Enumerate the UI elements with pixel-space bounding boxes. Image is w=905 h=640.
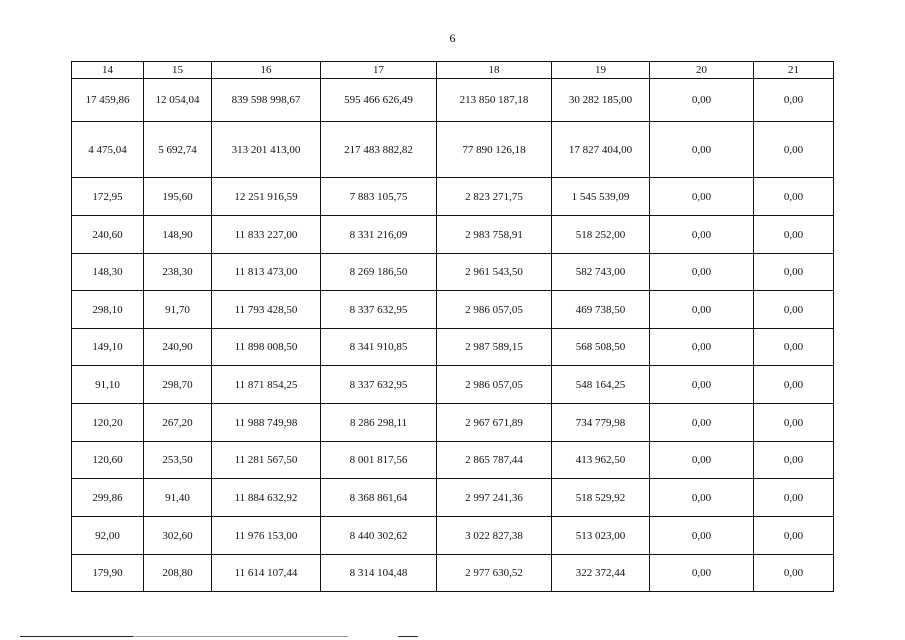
table-cell: 77 890 126,18 — [437, 122, 552, 178]
table-cell: 0,00 — [754, 178, 834, 216]
table-cell: 240,60 — [72, 216, 144, 254]
table-cell: 2 997 241,36 — [437, 479, 552, 517]
table-cell: 30 282 185,00 — [552, 79, 650, 122]
table-cell: 0,00 — [754, 122, 834, 178]
table-cell: 8 341 910,85 — [321, 329, 437, 366]
table-cell: 17 827 404,00 — [552, 122, 650, 178]
table-cell: 11 281 567,50 — [212, 442, 321, 479]
table-cell: 518 529,92 — [552, 479, 650, 517]
table-cell: 0,00 — [650, 79, 754, 122]
table-cell: 0,00 — [754, 555, 834, 592]
table-cell: 0,00 — [650, 254, 754, 291]
column-header: 21 — [754, 62, 834, 79]
table-cell: 0,00 — [650, 178, 754, 216]
column-header: 15 — [144, 62, 212, 79]
table-row — [72, 291, 834, 329]
table-cell: 299,86 — [72, 479, 144, 517]
table-cell: 12 251 916,59 — [212, 178, 321, 216]
table-cell: 2 987 589,15 — [437, 329, 552, 366]
table-cell: 582 743,00 — [552, 254, 650, 291]
table-cell: 11 898 008,50 — [212, 329, 321, 366]
table-cell: 2 967 671,89 — [437, 404, 552, 442]
table-cell: 839 598 998,67 — [212, 79, 321, 122]
table-cell: 0,00 — [650, 404, 754, 442]
table-cell: 11 871 854,25 — [212, 366, 321, 404]
table-cell: 208,80 — [144, 555, 212, 592]
table-cell: 0,00 — [754, 254, 834, 291]
table-cell: 734 779,98 — [552, 404, 650, 442]
table-cell: 8 440 302,62 — [321, 517, 437, 555]
table-cell: 0,00 — [754, 517, 834, 555]
table-cell: 217 483 882,82 — [321, 122, 437, 178]
table-cell: 267,20 — [144, 404, 212, 442]
column-header: 19 — [552, 62, 650, 79]
table-cell: 8 314 104,48 — [321, 555, 437, 592]
table-cell: 298,10 — [72, 291, 144, 329]
table-cell: 0,00 — [754, 329, 834, 366]
table-cell: 0,00 — [650, 329, 754, 366]
table-row — [72, 122, 834, 178]
table-cell: 2 983 758,91 — [437, 216, 552, 254]
table-cell: 513 023,00 — [552, 517, 650, 555]
table-cell: 0,00 — [754, 366, 834, 404]
column-header: 16 — [212, 62, 321, 79]
column-header: 20 — [650, 62, 754, 79]
table-row — [72, 517, 834, 555]
table-cell: 8 331 216,09 — [321, 216, 437, 254]
table-cell: 11 884 632,92 — [212, 479, 321, 517]
table-cell: 3 022 827,38 — [437, 517, 552, 555]
table-cell: 91,40 — [144, 479, 212, 517]
table-header-row — [72, 62, 834, 79]
page-number: 6 — [449, 31, 456, 45]
table-cell: 0,00 — [650, 122, 754, 178]
table-cell: 8 368 861,64 — [321, 479, 437, 517]
table-cell: 11 976 153,00 — [212, 517, 321, 555]
table-cell: 179,90 — [72, 555, 144, 592]
table-row — [72, 479, 834, 517]
table-cell: 8 286 298,11 — [321, 404, 437, 442]
table-cell: 148,90 — [144, 216, 212, 254]
table-cell: 11 793 428,50 — [212, 291, 321, 329]
table-body — [72, 79, 834, 592]
table-cell: 0,00 — [650, 555, 754, 592]
table-cell: 17 459,86 — [72, 79, 144, 122]
footer-line — [20, 636, 133, 637]
table-cell: 413 962,50 — [552, 442, 650, 479]
table-cell: 195,60 — [144, 178, 212, 216]
table-cell: 11 833 227,00 — [212, 216, 321, 254]
table-cell: 91,10 — [72, 366, 144, 404]
table-cell: 2 986 057,05 — [437, 291, 552, 329]
table-cell: 568 508,50 — [552, 329, 650, 366]
table-row — [72, 216, 834, 254]
table-cell: 0,00 — [754, 79, 834, 122]
table-cell: 4 475,04 — [72, 122, 144, 178]
table-row — [72, 79, 834, 122]
table-cell: 0,00 — [650, 442, 754, 479]
table-cell: 0,00 — [650, 479, 754, 517]
table-cell: 8 337 632,95 — [321, 366, 437, 404]
table-cell: 11 988 749,98 — [212, 404, 321, 442]
table-cell: 238,30 — [144, 254, 212, 291]
table-row — [72, 366, 834, 404]
table-cell: 469 738,50 — [552, 291, 650, 329]
table-cell: 2 823 271,75 — [437, 178, 552, 216]
table-cell: 92,00 — [72, 517, 144, 555]
table-cell: 148,30 — [72, 254, 144, 291]
table-row — [72, 555, 834, 592]
table-cell: 1 545 539,09 — [552, 178, 650, 216]
table-cell: 548 164,25 — [552, 366, 650, 404]
table-cell: 0,00 — [754, 291, 834, 329]
table-cell: 172,95 — [72, 178, 144, 216]
table-cell: 0,00 — [754, 404, 834, 442]
table-cell: 8 337 632,95 — [321, 291, 437, 329]
table-cell: 0,00 — [650, 517, 754, 555]
table-cell: 595 466 626,49 — [321, 79, 437, 122]
footer-line — [133, 636, 348, 637]
table-cell: 12 054,04 — [144, 79, 212, 122]
table-row — [72, 329, 834, 366]
table-row — [72, 442, 834, 479]
table-cell: 11 614 107,44 — [212, 555, 321, 592]
table-cell: 2 865 787,44 — [437, 442, 552, 479]
table-cell: 5 692,74 — [144, 122, 212, 178]
table-cell: 298,70 — [144, 366, 212, 404]
table-cell: 322 372,44 — [552, 555, 650, 592]
table-cell: 0,00 — [650, 216, 754, 254]
table-cell: 213 850 187,18 — [437, 79, 552, 122]
table-cell: 518 252,00 — [552, 216, 650, 254]
table-cell: 240,90 — [144, 329, 212, 366]
table-row — [72, 404, 834, 442]
table-cell: 0,00 — [650, 291, 754, 329]
table-cell: 313 201 413,00 — [212, 122, 321, 178]
data-table — [71, 61, 834, 592]
table-cell: 0,00 — [650, 366, 754, 404]
footer-line — [398, 636, 418, 637]
table-cell: 302,60 — [144, 517, 212, 555]
table-row — [72, 254, 834, 291]
table-cell: 8 269 186,50 — [321, 254, 437, 291]
table-cell: 2 986 057,05 — [437, 366, 552, 404]
table-cell: 120,20 — [72, 404, 144, 442]
table-cell: 2 961 543,50 — [437, 254, 552, 291]
table-cell: 0,00 — [754, 479, 834, 517]
table-cell: 253,50 — [144, 442, 212, 479]
table-cell: 2 977 630,52 — [437, 555, 552, 592]
table-cell: 7 883 105,75 — [321, 178, 437, 216]
table-cell: 149,10 — [72, 329, 144, 366]
column-header: 17 — [321, 62, 437, 79]
table-cell: 91,70 — [144, 291, 212, 329]
column-header: 18 — [437, 62, 552, 79]
table-cell: 11 813 473,00 — [212, 254, 321, 291]
table-row — [72, 178, 834, 216]
table-cell: 8 001 817,56 — [321, 442, 437, 479]
table-cell: 0,00 — [754, 216, 834, 254]
table-cell: 120,60 — [72, 442, 144, 479]
table-cell: 0,00 — [754, 442, 834, 479]
column-header: 14 — [72, 62, 144, 79]
